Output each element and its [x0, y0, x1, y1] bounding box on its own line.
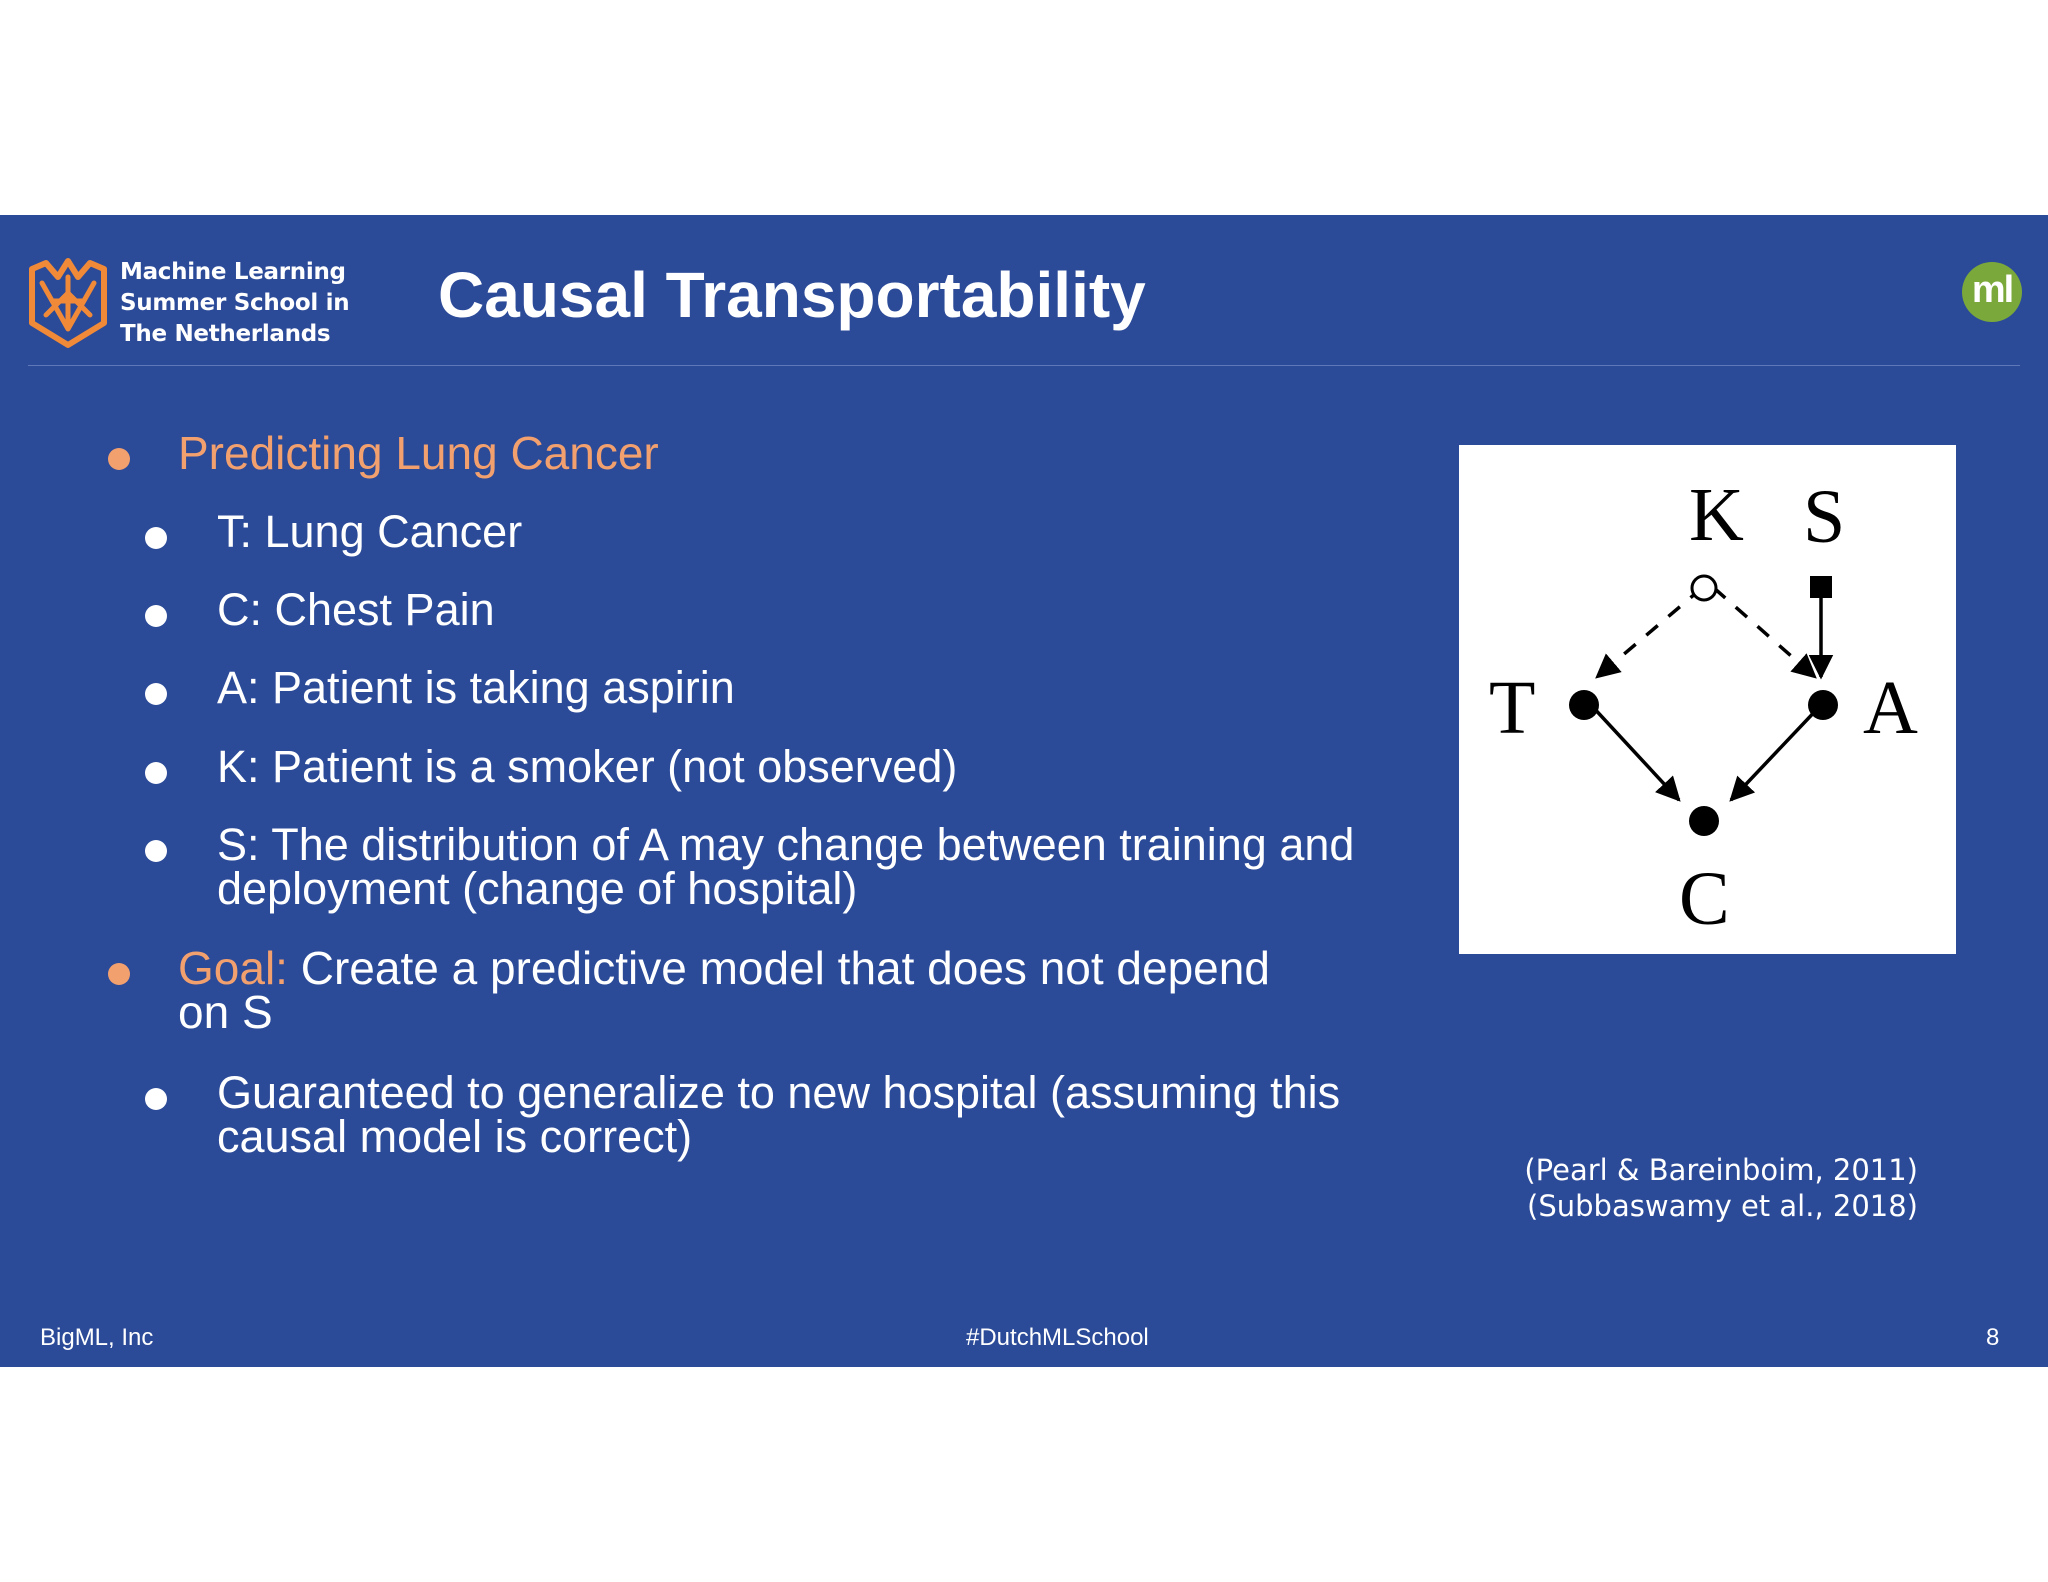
logo-line-3: The Netherlands	[120, 321, 331, 347]
logo-line-2: Summer School in	[120, 290, 350, 316]
sub-bullet-k	[145, 741, 958, 792]
bullet-dot	[145, 683, 167, 705]
node-a	[1808, 690, 1838, 720]
edge-a-to-c	[1731, 705, 1821, 800]
node-c	[1689, 806, 1719, 836]
bullet-text: A: Patient is taking aspirin	[217, 662, 735, 713]
bullet-line-1: S: The distribution of A may change between training and	[217, 819, 1355, 870]
bullet-dot	[145, 840, 167, 862]
bullet-dot	[145, 605, 167, 627]
node-label-t: T	[1489, 666, 1536, 750]
citations	[1440, 1152, 1918, 1224]
bigml-brand-badge: ml	[1962, 262, 2022, 322]
citation-pearl: (Pearl & Bareinboim, 2011)	[1524, 1153, 1918, 1187]
bullet-line-2: causal model is correct)	[217, 1111, 693, 1162]
bullet-line-2: deployment (change of hospital)	[217, 863, 858, 914]
footer-hashtag: #DutchMLSchool	[966, 1324, 1149, 1351]
bullet-dot	[145, 1088, 167, 1110]
sub-bullet-s	[145, 819, 1355, 914]
edge-t-to-c	[1591, 705, 1679, 800]
goal-label: Goal:	[178, 942, 288, 994]
node-label-c: C	[1679, 857, 1730, 941]
bullet-dot	[145, 527, 167, 549]
bullet-line-1: Guaranteed to generalize to new hospital (assuming this	[217, 1067, 1341, 1118]
slide	[0, 215, 2048, 1367]
goal-text: Create a predictive model that does not depend	[287, 942, 1270, 994]
bullet-text: Predicting Lung Cancer	[178, 427, 659, 479]
bullet-line-1	[178, 942, 1270, 994]
citation-subbaswamy: (Subbaswamy et al., 2018)	[1527, 1189, 1918, 1223]
bullet-text: K: Patient is a smoker (not observed)	[217, 741, 958, 792]
bullet-text: C: Chest Pain	[217, 584, 495, 635]
bullet-dot	[108, 448, 130, 470]
edge-k-to-a	[1714, 588, 1815, 677]
slide-title: Causal Transportability	[438, 259, 1146, 331]
footer-company: BigML, Inc	[40, 1324, 154, 1351]
bullet-text	[217, 1067, 1341, 1162]
bullet-text	[178, 942, 1270, 1038]
logo-line-1: Machine Learning	[120, 259, 346, 285]
node-t	[1569, 690, 1599, 720]
bullet-predicting-lung-cancer	[108, 427, 659, 479]
node-label-k: K	[1689, 473, 1744, 557]
node-label-s: S	[1803, 475, 1846, 559]
bullet-line-2: on S	[178, 986, 273, 1038]
sub-bullet-guarantee	[145, 1067, 1341, 1162]
node-s	[1810, 576, 1832, 598]
sub-bullet-c	[145, 584, 495, 635]
bullet-dot	[108, 963, 130, 985]
bullet-goal	[108, 942, 1270, 1038]
bullet-dot	[145, 762, 167, 784]
causal-diagram	[1459, 445, 1956, 954]
page-number: 8	[1986, 1324, 2000, 1351]
edge-k-to-t	[1597, 588, 1702, 677]
sub-bullet-t	[145, 506, 523, 557]
sub-bullet-a	[145, 662, 735, 713]
bullet-text: T: Lung Cancer	[217, 506, 523, 557]
node-k	[1692, 576, 1716, 600]
node-label-a: A	[1863, 666, 1918, 750]
causal-graph-svg	[1459, 445, 1956, 954]
bullet-text	[217, 819, 1355, 914]
